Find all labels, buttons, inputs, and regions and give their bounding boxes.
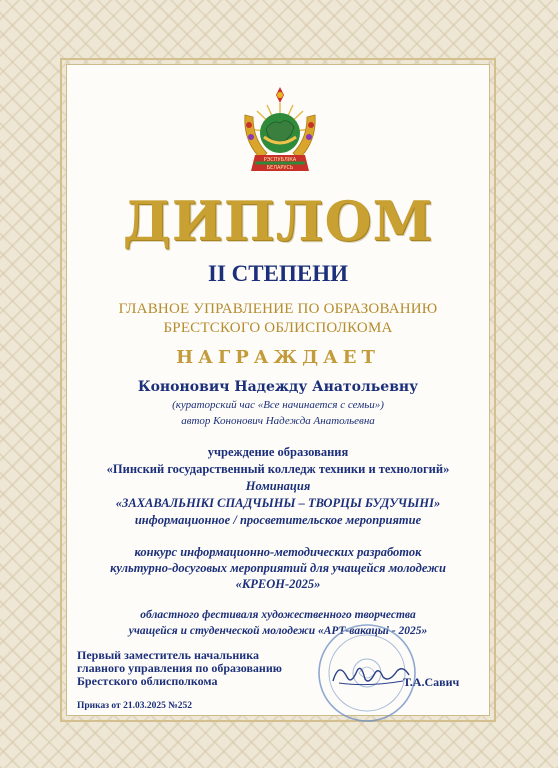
signer-position-line-3: Брестского облисполкома <box>77 674 218 688</box>
recipient-name: Кононович Надежду Анатольевну <box>137 379 419 395</box>
festival-line-1: областного фестиваля художественного творчества <box>140 609 416 621</box>
contest-line-2: культурно-досуговых мероприятий для учащейся молодежи <box>110 561 446 575</box>
signer-position-line-1: Первый заместитель начальника <box>77 648 259 662</box>
work-author: автор Кононович Надежда Анатольевна <box>181 415 375 427</box>
festival-line-2: учащейся и студенческой молодежи «АРТ-вакацыі - 2025» <box>128 625 428 637</box>
svg-text:РЭСПУБЛІКА: РЭСПУБЛІКА <box>263 157 297 163</box>
institution-label: учреждение образования <box>207 445 349 459</box>
awards-heading: НАГРАЖДАЕТ <box>176 347 380 368</box>
nomination-label: Номинация <box>245 479 311 493</box>
nomination-type: информационное / просветительское мероприятие <box>134 513 422 527</box>
signer-position-line-2: главного управления по образованию <box>77 661 282 675</box>
issuer-line-2: БРЕСТСКОГО ОБЛИСПОЛКОМА <box>163 320 393 336</box>
svg-text:БЕЛАРУСЬ: БЕЛАРУСЬ <box>266 165 294 171</box>
institution-name: «Пинский государственный колледж техники и технологий» <box>106 462 450 476</box>
signer-name: Т.А.Савич <box>403 675 460 689</box>
order-reference: Приказ от 21.03.2025 №252 <box>77 701 193 711</box>
nomination-name: «ЗАХАВАЛЬНІКІ СПАДЧЫНЫ – ТВОРЦЫ БУДУЧЫНІ» <box>115 496 441 510</box>
diploma-title: ДИПЛОМ <box>122 189 434 253</box>
contest-name: «КРЕОН-2025» <box>235 577 321 591</box>
diploma-sheet <box>66 64 490 716</box>
signer-position <box>77 649 327 688</box>
diploma-degree: II СТЕПЕНИ <box>208 261 348 286</box>
contest-line-1: конкурс информационно-методических разработок <box>134 545 422 559</box>
issuer-line-1: ГЛАВНОЕ УПРАВЛЕНИЕ ПО ОБРАЗОВАНИЮ <box>118 301 438 317</box>
state-emblem-icon <box>237 85 323 179</box>
issuer <box>67 300 489 338</box>
work-title: (кураторский час «Все начинается с семьи») <box>172 399 384 411</box>
handwritten-signature <box>329 659 413 689</box>
